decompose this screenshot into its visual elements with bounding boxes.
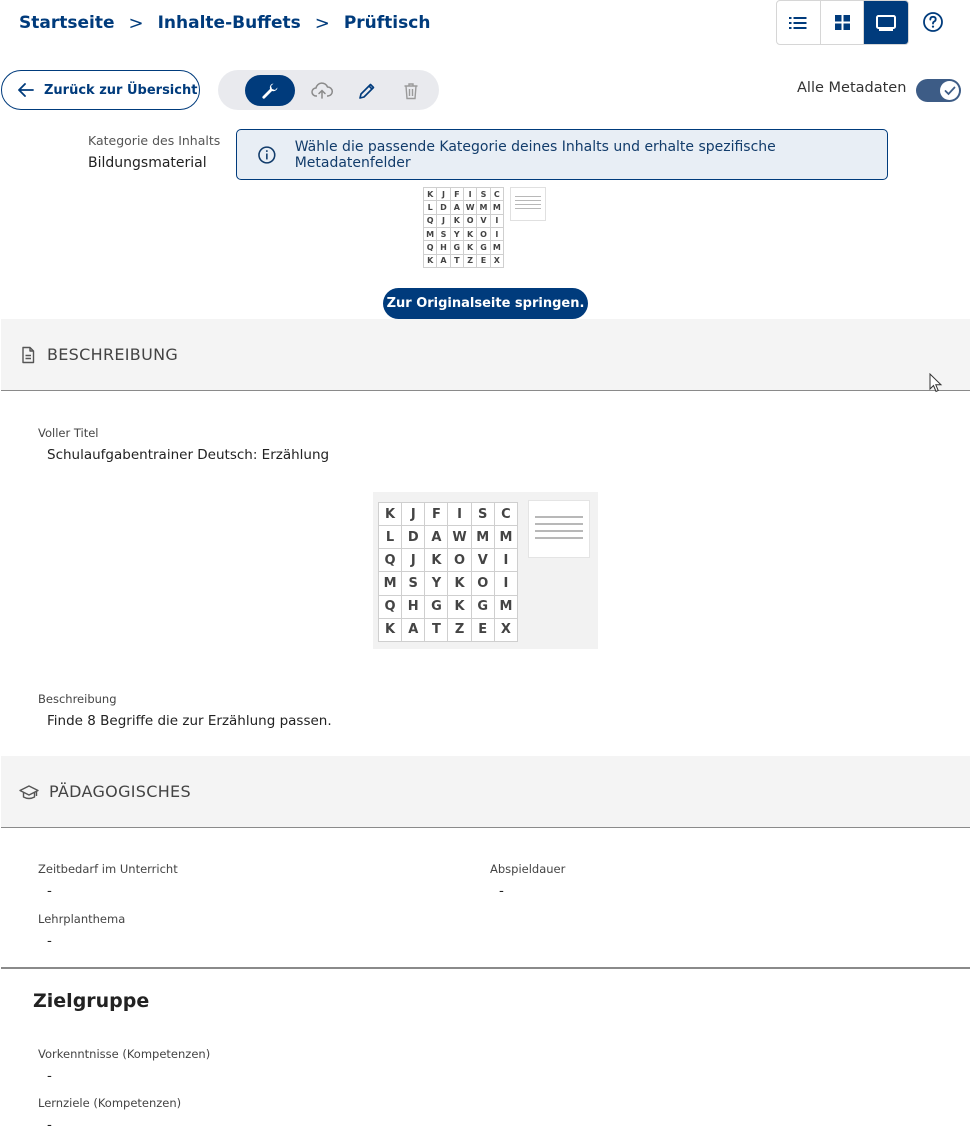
grid-letter: O	[464, 215, 477, 228]
trash-icon	[403, 82, 419, 100]
full-title-value: Schulaufgabentrainer Deutsch: Erzählung	[47, 447, 330, 463]
lehrplanthema-label: Lehrplanthema	[38, 912, 126, 926]
list-view-icon	[789, 16, 807, 30]
cloud-upload-icon	[311, 82, 333, 100]
grid-letter: A	[402, 619, 425, 642]
grid-letter: D	[402, 526, 425, 549]
grid-letter: K	[464, 228, 477, 241]
section-title: BESCHREIBUNG	[47, 345, 179, 364]
description-value: Finde 8 Begriffe die zur Erzählung passen.	[47, 713, 332, 729]
grid-letter: F	[451, 188, 464, 201]
section-title: PÄDAGOGISCHES	[49, 782, 191, 801]
info-message: Wähle die passende Kategorie deines Inhalts und erhalte spezifische Metadatenfelder	[294, 138, 776, 171]
grid-letter: S	[402, 572, 425, 595]
grid-letter: A	[451, 201, 464, 214]
grid-letter: K	[425, 549, 448, 572]
pencil-icon	[358, 82, 376, 100]
jump-to-original-button[interactable]: Zur Originalseite springen.	[383, 288, 588, 319]
grid-letter: V	[472, 549, 495, 572]
grid-letter: G	[425, 596, 448, 619]
tools-button[interactable]	[245, 75, 295, 106]
grid-letter: M	[495, 526, 518, 549]
grid-letter: O	[472, 572, 495, 595]
grid-letter: G	[451, 241, 464, 254]
breadcrumb-startseite[interactable]: Startseite	[19, 13, 115, 33]
back-button-label: Zurück zur Übersicht	[44, 82, 198, 98]
zeitbedarf-value: -	[47, 883, 52, 899]
grid-letter: J	[402, 503, 425, 526]
grid-letter: W	[448, 526, 471, 549]
grid-letter: K	[448, 596, 471, 619]
grid-letter: T	[451, 255, 464, 268]
zielgruppe-heading: Zielgruppe	[33, 990, 150, 1012]
full-title-label: Voller Titel	[38, 426, 99, 440]
breadcrumb-separator: >	[128, 12, 144, 34]
grid-letter: Q	[424, 215, 437, 228]
grid-letter: G	[477, 241, 490, 254]
breadcrumb-inhalte-buffets[interactable]: Inhalte-Buffets	[157, 13, 301, 33]
grid-letter: M	[491, 201, 504, 214]
grid-letter: I	[495, 572, 518, 595]
tile-view-icon	[876, 15, 896, 31]
grid-letter: C	[491, 188, 504, 201]
grid-letter: K	[464, 241, 477, 254]
lehrplanthema-value: -	[47, 933, 52, 949]
preview-lines-large	[528, 500, 590, 558]
grid-letter: I	[464, 188, 477, 201]
grid-letter: J	[437, 188, 450, 201]
grid-letter: E	[477, 255, 490, 268]
grid-letter: S	[477, 188, 490, 201]
help-button[interactable]	[920, 9, 946, 35]
zeitbedarf-label: Zeitbedarf im Unterricht	[38, 862, 178, 876]
grid-letter: M	[477, 201, 490, 214]
document-icon	[19, 346, 37, 364]
grid-letter: K	[424, 255, 437, 268]
grid-letter: M	[472, 526, 495, 549]
grid-letter: K	[451, 215, 464, 228]
grid-letter: O	[448, 549, 471, 572]
mouse-cursor-icon	[929, 373, 943, 393]
grid-letter: J	[437, 215, 450, 228]
toggle-knob	[940, 81, 959, 100]
category-value[interactable]: Bildungsmaterial	[88, 155, 207, 171]
grid-letter: H	[437, 241, 450, 254]
grid-letter: X	[495, 619, 518, 642]
preview-image-large	[378, 502, 518, 642]
grid-letter: S	[437, 228, 450, 241]
grid-letter: H	[402, 596, 425, 619]
grid-letter: A	[425, 526, 448, 549]
cloud-upload-button[interactable]	[310, 79, 334, 103]
tile-view-button[interactable]	[864, 1, 908, 44]
grid-letter: K	[379, 503, 402, 526]
lernziele-value: -	[47, 1117, 52, 1133]
grid-letter: M	[495, 596, 518, 619]
grid-letter: G	[472, 596, 495, 619]
check-icon	[944, 86, 956, 96]
grid-letter: J	[402, 549, 425, 572]
vorkenntnisse-value: -	[47, 1068, 52, 1084]
section-divider	[1, 967, 970, 969]
grid-letter: X	[491, 255, 504, 268]
grid-letter: M	[424, 228, 437, 241]
grid-view-icon	[835, 15, 850, 30]
section-header-paedagogisches[interactable]	[1, 756, 970, 828]
grid-letter: Z	[464, 255, 477, 268]
edit-button[interactable]	[355, 79, 379, 103]
preview-thumbnail-small	[423, 187, 504, 268]
grid-letter: Y	[425, 572, 448, 595]
grid-letter: W	[464, 201, 477, 214]
grid-letter: Q	[424, 241, 437, 254]
breadcrumb	[19, 10, 430, 36]
grid-letter: I	[491, 228, 504, 241]
arrow-left-icon	[18, 83, 34, 97]
grid-letter: E	[472, 619, 495, 642]
back-to-overview-button[interactable]	[1, 70, 200, 110]
grid-letter: K	[424, 188, 437, 201]
grid-letter: K	[448, 572, 471, 595]
grid-letter: A	[437, 255, 450, 268]
category-info-banner	[236, 129, 888, 180]
description-label: Beschreibung	[38, 692, 117, 706]
delete-button[interactable]	[399, 79, 423, 103]
grid-letter: L	[424, 201, 437, 214]
grid-letter: V	[477, 215, 490, 228]
list-view-button[interactable]	[777, 1, 821, 44]
grid-letter: D	[437, 201, 450, 214]
grid-letter: I	[491, 215, 504, 228]
grid-letter: Q	[379, 596, 402, 619]
grid-letter: K	[379, 619, 402, 642]
grid-letter: Q	[379, 549, 402, 572]
wrench-icon	[261, 82, 279, 100]
grid-letter: T	[425, 619, 448, 642]
help-icon	[920, 9, 946, 35]
grid-letter: F	[425, 503, 448, 526]
grid-letter: I	[448, 503, 471, 526]
all-metadata-label: Alle Metadaten	[797, 80, 907, 96]
info-icon	[257, 145, 277, 165]
preview-lines-small	[510, 187, 546, 221]
vorkenntnisse-label: Vorkenntnisse (Kompetenzen)	[38, 1047, 211, 1061]
grid-view-button[interactable]	[821, 1, 865, 44]
grid-letter: Z	[448, 619, 471, 642]
grid-letter: C	[495, 503, 518, 526]
grid-letter: M	[379, 572, 402, 595]
graduation-cap-icon	[19, 783, 39, 801]
grid-letter: S	[472, 503, 495, 526]
grid-letter: O	[477, 228, 490, 241]
grid-letter: Y	[451, 228, 464, 241]
grid-letter: L	[379, 526, 402, 549]
category-label: Kategorie des Inhalts	[88, 133, 221, 148]
view-mode-toggle	[776, 0, 909, 45]
breadcrumb-prueftisch[interactable]: Prüftisch	[343, 13, 431, 33]
abspieldauer-label: Abspieldauer	[490, 862, 566, 876]
grid-letter: I	[495, 549, 518, 572]
all-metadata-toggle[interactable]	[916, 79, 961, 102]
abspieldauer-value: -	[499, 883, 504, 899]
grid-letter: M	[491, 241, 504, 254]
section-header-beschreibung[interactable]	[1, 319, 970, 391]
breadcrumb-separator: >	[314, 12, 330, 34]
lernziele-label: Lernziele (Kompetenzen)	[38, 1096, 182, 1110]
